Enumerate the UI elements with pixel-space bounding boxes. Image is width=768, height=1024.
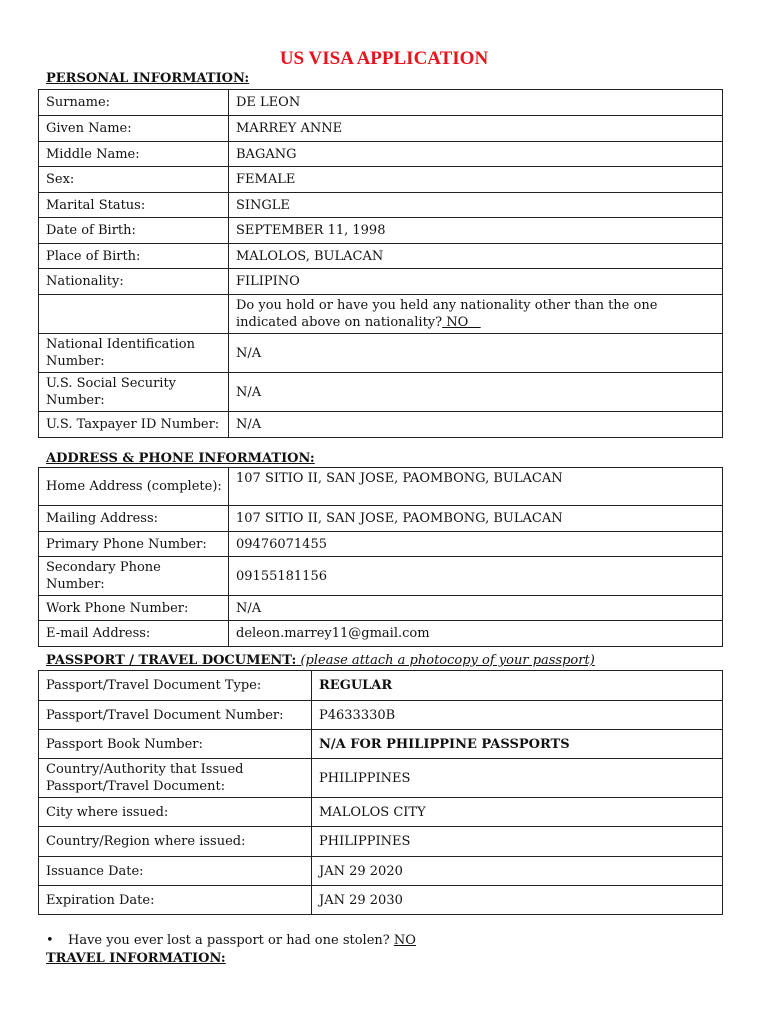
mailing-address-label: Mailing Address: (39, 506, 229, 532)
table-row (39, 857, 723, 886)
table-row (39, 596, 723, 621)
table-row (39, 218, 723, 244)
passport-book-number-value: N/A FOR PHILIPPINE PASSPORTS (312, 730, 723, 759)
work-phone-value: N/A (229, 596, 723, 621)
taxpayer-id-value: N/A (229, 412, 723, 438)
table-row (39, 671, 723, 701)
travel-information-heading: TRAVEL INFORMATION: (46, 951, 226, 966)
table-row (39, 269, 723, 295)
primary-phone-label: Primary Phone Number: (39, 532, 229, 557)
middle-name-label: Middle Name: (39, 142, 229, 167)
nationality-value: FILIPINO (229, 269, 723, 295)
email-label: E-mail Address: (39, 621, 229, 647)
table-row (39, 373, 723, 412)
ssn-label: U.S. Social Security Number: (39, 373, 229, 412)
table-row (39, 244, 723, 269)
secondary-phone-label: Secondary Phone Number: (39, 557, 229, 596)
national-id-value: N/A (229, 334, 723, 373)
country-issued-value: PHILIPPINES (312, 827, 723, 857)
personal-information-table (38, 89, 723, 438)
passport-number-label: Passport/Travel Document Number: (39, 701, 312, 730)
table-row (39, 532, 723, 557)
country-issued-label: Country/Region where issued: (39, 827, 312, 857)
other-nationality-answer: NO (442, 315, 481, 330)
table-row (39, 621, 723, 647)
passport-heading-text: PASSPORT / TRAVEL DOCUMENT: (46, 653, 297, 668)
primary-phone-value: 09476071455 (229, 532, 723, 557)
issuance-date-value: JAN 29 2020 (312, 857, 723, 886)
taxpayer-id-label: U.S. Taxpayer ID Number: (39, 412, 229, 438)
table-row (39, 759, 723, 798)
given-name-label: Given Name: (39, 116, 229, 142)
sex-label: Sex: (39, 167, 229, 193)
table-row (39, 886, 723, 915)
table-row (39, 557, 723, 596)
lost-passport-answer: NO (393, 933, 416, 948)
expiration-date-label: Expiration Date: (39, 886, 312, 915)
given-name-value: MARREY ANNE (229, 116, 723, 142)
table-row (39, 90, 723, 116)
passport-type-value: REGULAR (312, 671, 723, 701)
surname-value: DE LEON (229, 90, 723, 116)
table-row (39, 468, 723, 506)
document-title: US VISA APPLICATION (279, 48, 489, 69)
table-row (39, 506, 723, 532)
expiration-date-value: JAN 29 2030 (312, 886, 723, 915)
date-of-birth-value: SEPTEMBER 11, 1998 (229, 218, 723, 244)
work-phone-label: Work Phone Number: (39, 596, 229, 621)
nationality-label: Nationality: (39, 269, 229, 295)
city-issued-value: MALOLOS CITY (312, 798, 723, 827)
marital-status-label: Marital Status: (39, 193, 229, 218)
lost-passport-item (46, 933, 416, 948)
sex-value: FEMALE (229, 167, 723, 193)
other-nationality-question: Do you hold or have you held any nationality other than the one indicated above on nationality? (236, 298, 658, 330)
table-row (39, 334, 723, 373)
surname-label: Surname: (39, 90, 229, 116)
home-address-label: Home Address (complete): (39, 468, 229, 506)
email-value: deleon.marrey11@gmail.com (229, 621, 723, 647)
home-address-value: 107 SITIO II, SAN JOSE, PAOMBONG, BULACAN (229, 468, 723, 506)
secondary-phone-value: 09155181156 (229, 557, 723, 596)
table-row (39, 142, 723, 167)
passport-heading-note: (please attach a photocopy of your passport) (296, 653, 595, 668)
empty-label-cell (39, 295, 229, 334)
national-id-label: National Identification Number: (39, 334, 229, 373)
passport-number-value: P4633330B (312, 701, 723, 730)
address-phone-table (38, 467, 723, 647)
table-row (39, 827, 723, 857)
other-nationality-cell (229, 295, 723, 334)
issuing-authority-value: PHILIPPINES (312, 759, 723, 798)
table-row (39, 295, 723, 334)
marital-status-value: SINGLE (229, 193, 723, 218)
mailing-address-value: 107 SITIO II, SAN JOSE, PAOMBONG, BULACAN (229, 506, 723, 532)
date-of-birth-label: Date of Birth: (39, 218, 229, 244)
table-row (39, 412, 723, 438)
ssn-value: N/A (229, 373, 723, 412)
bullet-icon: • (46, 933, 54, 948)
table-row (39, 193, 723, 218)
personal-information-heading: PERSONAL INFORMATION: (46, 71, 250, 86)
middle-name-value: BAGANG (229, 142, 723, 167)
issuance-date-label: Issuance Date: (39, 857, 312, 886)
passport-table (38, 670, 723, 915)
issuing-authority-label: Country/Authority that Issued Passport/Travel Document: (39, 759, 312, 798)
lost-passport-question: Have you ever lost a passport or had one stolen? (68, 933, 394, 948)
place-of-birth-value: MALOLOS, BULACAN (229, 244, 723, 269)
place-of-birth-label: Place of Birth: (39, 244, 229, 269)
table-row (39, 116, 723, 142)
passport-book-number-label: Passport Book Number: (39, 730, 312, 759)
city-issued-label: City where issued: (39, 798, 312, 827)
table-row (39, 730, 723, 759)
passport-type-label: Passport/Travel Document Type: (39, 671, 312, 701)
table-row (39, 798, 723, 827)
passport-heading (46, 653, 595, 668)
table-row (39, 167, 723, 193)
address-phone-heading: ADDRESS & PHONE INFORMATION: (46, 451, 315, 466)
table-row (39, 701, 723, 730)
